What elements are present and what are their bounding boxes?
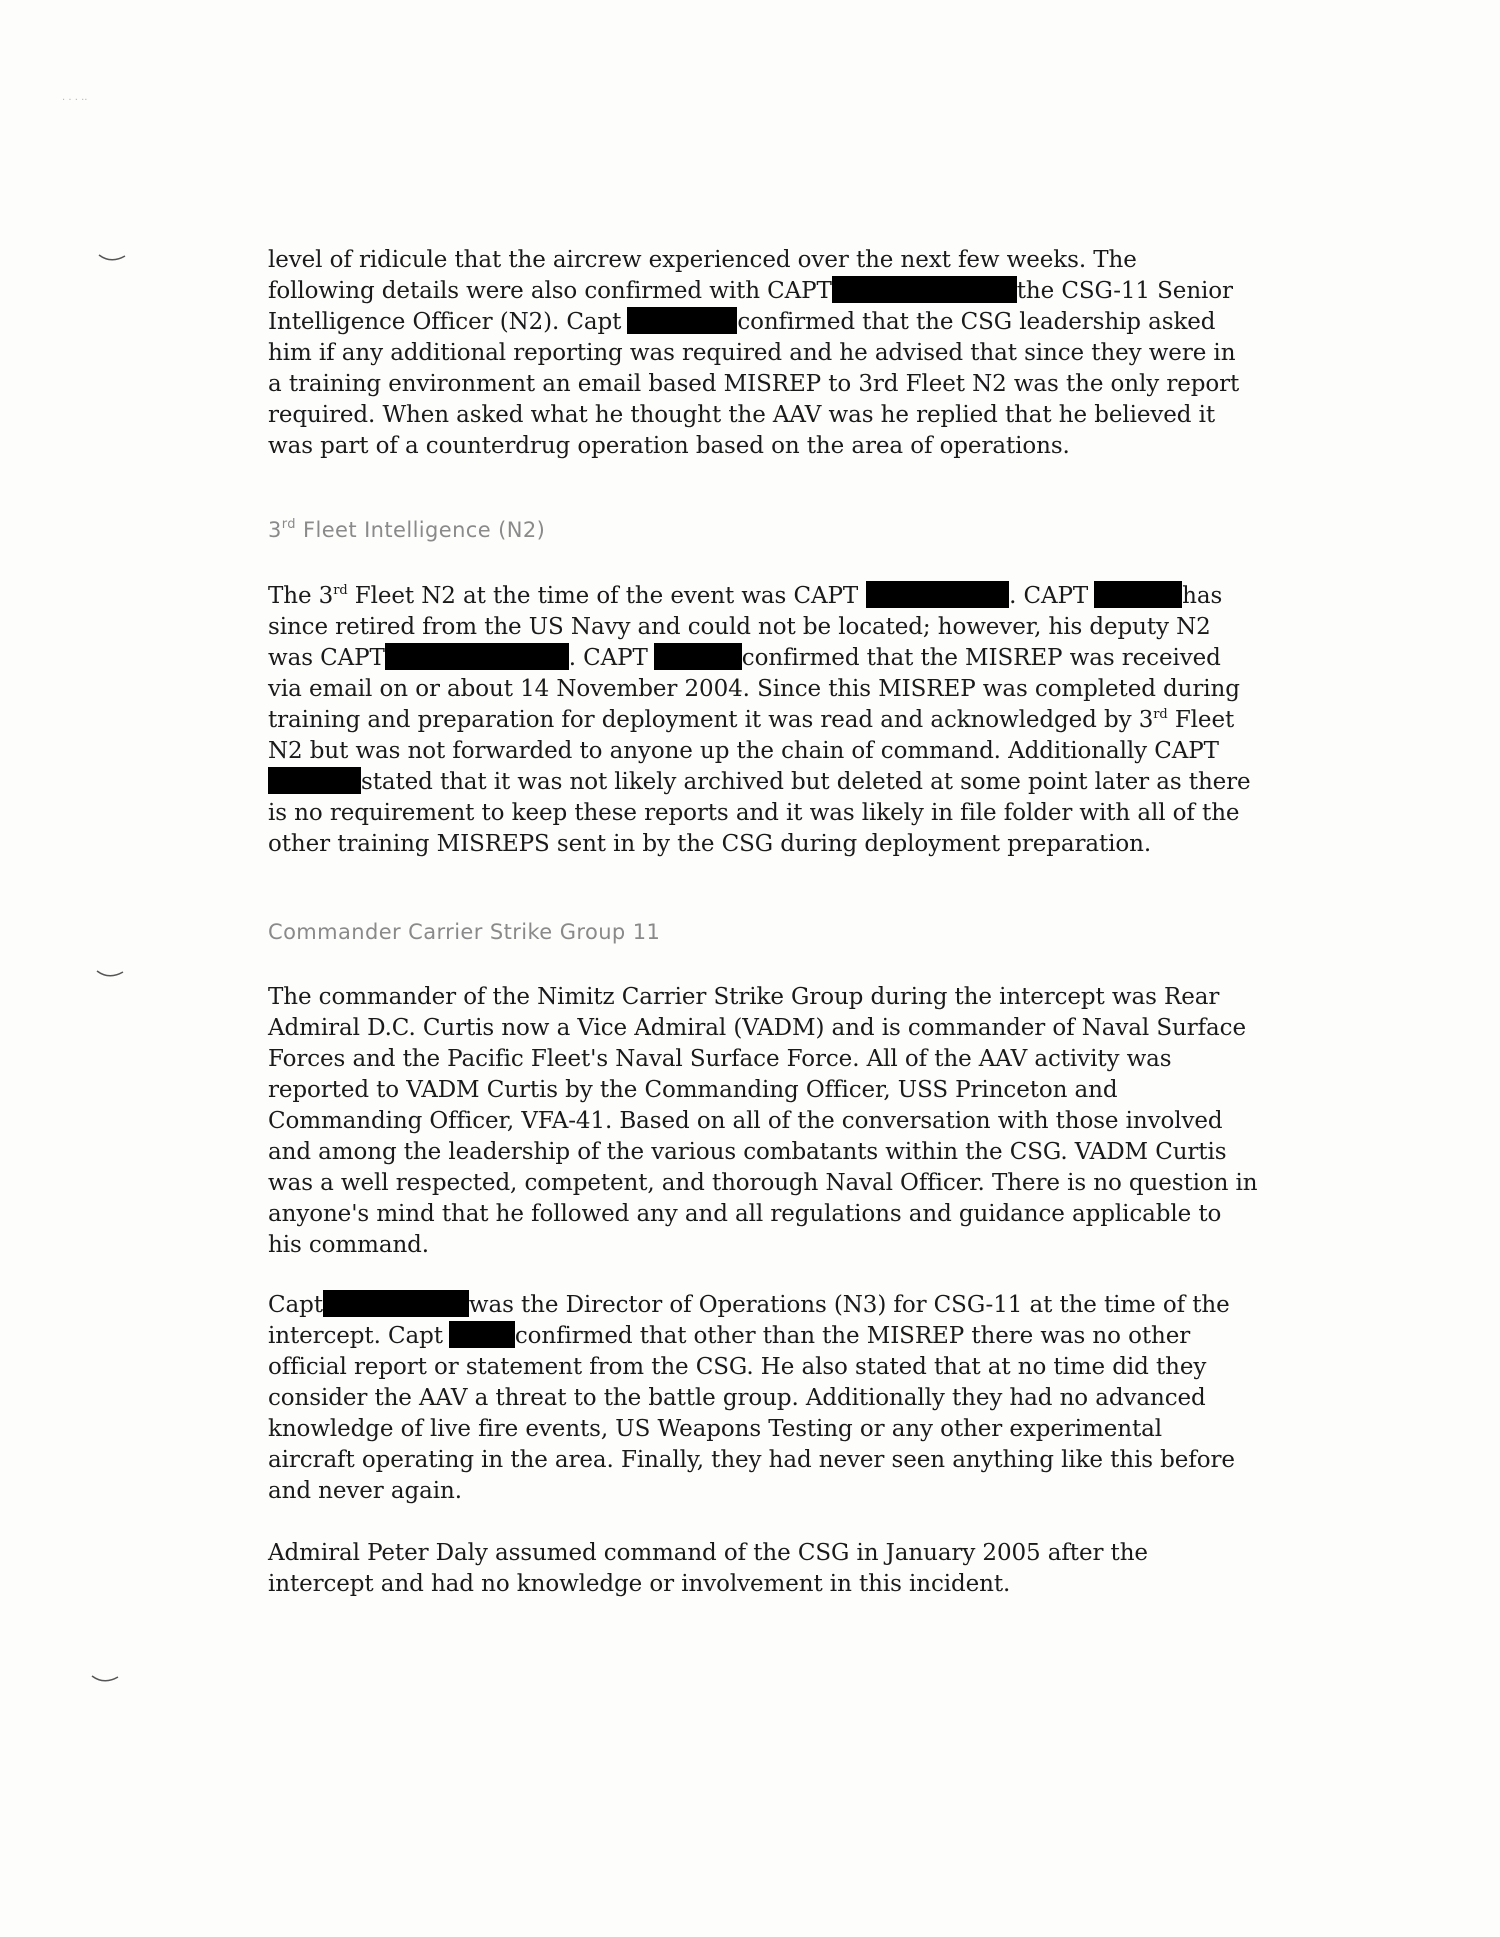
paragraph-director-of-operations [268,1290,1235,1507]
text-line: him if any additional reporting was required and he advised that since they were in [268,340,1236,366]
text-line: other training MISREPS sent in by the CSG during deployment preparation. [268,831,1152,857]
paragraph-admiral-daly [268,1538,1228,1600]
text-line: Capt was the Director of Operations (N3) for CSG-11 at the time of the [268,1292,1230,1318]
text-line: a training environment an email based MISREP to 3rd Fleet N2 was the only report [268,371,1240,397]
text-line: and never again. [268,1478,462,1504]
redaction-box [1094,581,1182,608]
paragraph-3rd-fleet-n2 [268,581,1251,860]
text-line: Intelligence Officer (N2). Capt confirmed that the CSG leadership asked [268,309,1216,335]
text-line: reported to VADM Curtis by the Commanding Officer, USS Princeton and [268,1077,1118,1103]
text-line: and among the leadership of the various combatants within the CSG. VADM Curtis [268,1139,1227,1165]
redaction-box [385,643,569,670]
redaction-box [627,307,737,334]
text-line: anyone's mind that he followed any and all regulations and guidance applicable to [268,1201,1222,1227]
paragraph-csg11-n2 [268,245,1240,462]
text-line: intercept. Capt confirmed that other than the MISREP there was no other [268,1323,1191,1349]
section-heading-commander-csg11: Commander Carrier Strike Group 11 [268,920,661,944]
text-line: was a well respected, competent, and thorough Naval Officer. There is no question in [268,1170,1258,1196]
text-line: aircraft operating in the area. Finally, they had never seen anything like this before [268,1447,1235,1473]
text-line: required. When asked what he thought the AAV was he replied that he believed it [268,402,1216,428]
text-line: following details were also confirmed with CAPT the CSG-11 Senior [268,278,1233,304]
text-line: knowledge of live fire events, US Weapons Testing or any other experimental [268,1416,1162,1442]
text-line: stated that it was not likely archived but deleted at some point later as there [268,767,1228,798]
text-line: since retired from the US Navy and could not be located; however, his deputy N2 [268,614,1211,640]
binder-hole-mark-middle [95,968,125,980]
text-line: was part of a counterdrug operation based on the area of operations. [268,433,1070,459]
text-line: The commander of the Nimitz Carrier Strike Group during the intercept was Rear [268,984,1220,1010]
redaction-box [832,276,1017,303]
text-line: his command. [268,1232,429,1258]
redaction-box [866,581,1009,608]
text-line: Commanding Officer, VFA-41. Based on all of the conversation with those involved [268,1108,1223,1134]
text-line: official report or statement from the CSG. He also stated that at no time did they [268,1354,1207,1380]
scan-specks: . . . .. [62,92,88,103]
text-line: The 3rd Fleet N2 at the time of the event was CAPT . CAPT has [268,583,1223,609]
redaction-box [449,1321,515,1348]
text-line: level of ridicule that the aircrew experienced over the next few weeks. The [268,247,1137,273]
text-line: N2 but was not forwarded to anyone up the chain of command. Additionally CAPT [268,738,1219,764]
redaction-box [323,1290,469,1317]
text-line: training and preparation for deployment it was read and acknowledged by 3rd Fleet [268,707,1235,733]
paragraph-commander-curtis [268,982,1258,1261]
text-line: is no requirement to keep these reports and it was likely in file folder with all of the [268,800,1240,826]
redaction-box [268,767,361,794]
binder-hole-mark-top [97,252,127,264]
redaction-box [654,643,742,670]
text-line: intercept and had no knowledge or involvement in this incident. [268,1571,1011,1597]
text-line: Forces and the Pacific Fleet's Naval Surface Force. All of the AAV activity was [268,1046,1172,1072]
text-line: Admiral D.C. Curtis now a Vice Admiral (VADM) and is commander of Naval Surface [268,1015,1246,1041]
text-line: Admiral Peter Daly assumed command of the CSG in January 2005 after the [268,1540,1148,1566]
section-heading-3rd-fleet-intelligence: 3rd Fleet Intelligence (N2) [268,517,546,542]
binder-hole-mark-bottom [90,1673,120,1685]
text-line: via email on or about 14 November 2004. Since this MISREP was completed during [268,676,1240,702]
text-line: was CAPT . CAPT confirmed that the MISREP was received [268,645,1221,671]
text-line: consider the AAV a threat to the battle group. Additionally they had no advanced [268,1385,1206,1411]
